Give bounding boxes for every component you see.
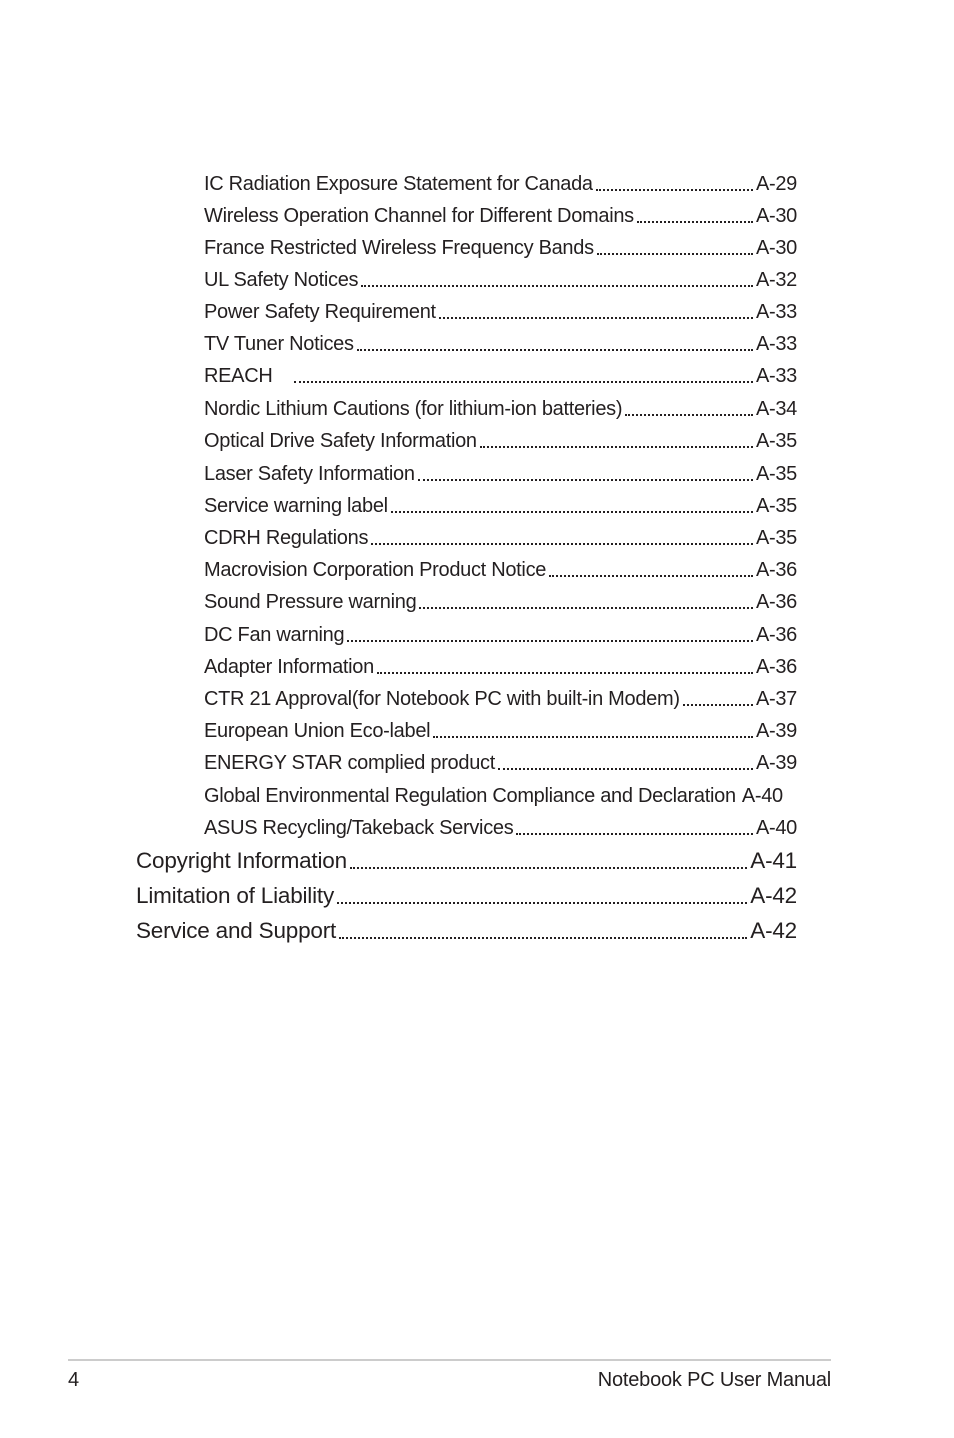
toc-entry-page: A-37 [755,688,797,710]
toc-entry[interactable] [204,299,797,325]
toc-entry[interactable] [204,267,797,293]
toc-entry[interactable] [204,750,797,776]
toc-entry-title: Copyright Information [136,848,347,873]
toc-entry-title: Adapter Information [204,656,374,678]
toc-entry-title: Macrovision Corporation Product Notice [204,559,547,581]
toc-entry-title: European Union Eco-label [204,720,431,742]
dot-leader [596,177,753,197]
toc-entry[interactable] [204,815,797,841]
toc-entry-page: A-42 [750,918,797,943]
toc-entry-page: A-42 [750,883,797,908]
toc-entry-page: A-36 [755,656,797,678]
dot-leader [377,660,753,680]
toc-entry-title: Power Safety Requirement [204,301,436,323]
toc-entry-title: REACH [204,365,273,387]
toc-entry[interactable] [204,396,797,422]
toc-entry-title: IC Radiation Exposure Statement for Canada [204,173,593,195]
toc-entry[interactable] [204,718,797,744]
dot-leader [683,692,753,712]
footer-page-number: 4 [68,1369,80,1391]
toc-entry-title: UL Safety Notices [204,269,359,291]
toc-entry-page: A-36 [755,624,797,646]
toc-entry-title: ENERGY STAR complied product [204,752,495,774]
toc-entry-page: A-36 [755,559,797,581]
toc-entry-page: A-35 [755,495,797,517]
toc-entry-page: A-30 [755,237,797,259]
dot-leader [337,889,747,912]
toc-entry[interactable] [204,783,783,809]
toc-entry-title: Optical Drive Safety Information [204,430,477,452]
toc-entry[interactable] [204,622,797,648]
toc-entry[interactable] [204,493,797,519]
dot-leader [361,273,753,293]
toc-entry-page: A-35 [755,527,797,549]
toc-entry-title: Sound Pressure warning [204,591,417,613]
toc-entry[interactable] [204,525,797,551]
toc-entry-page: A-34 [755,398,797,420]
toc-entry-page: A-33 [755,365,797,387]
toc-entry[interactable] [204,235,797,261]
dot-leader [516,821,753,841]
toc-entry-title: Nordic Lithium Cautions (for lithium-ion batteries) [204,398,623,420]
toc-entry-title: Service and Support [136,918,337,943]
toc-entry-title: France Restricted Wireless Frequency Bands [204,237,594,259]
dot-leader [391,499,753,519]
dot-leader [294,369,753,389]
toc-entry-title: ASUS Recycling/Takeback Services [204,817,514,839]
dot-leader [637,209,753,229]
toc-entry[interactable] [136,846,797,876]
dot-leader [419,595,753,615]
dot-leader [439,305,753,325]
toc-entry[interactable] [136,916,797,946]
dot-leader [371,531,753,551]
toc-entry-page: A-33 [755,333,797,355]
dot-leader [350,854,747,877]
toc-entry[interactable] [204,557,797,583]
footer-divider [68,1359,831,1361]
dot-leader [625,402,753,422]
dot-leader [480,434,753,454]
toc-entry[interactable] [204,203,797,229]
toc-entry[interactable] [204,589,797,615]
dot-leader [498,756,753,776]
dot-leader [549,563,753,583]
toc-entry-page: A-30 [755,205,797,227]
footer-manual-title: Notebook PC User Manual [597,1369,831,1391]
toc-entry-page: A-40 [755,817,797,839]
toc-entry[interactable] [204,428,797,454]
toc-entry-title: Wireless Operation Channel for Different Domains [204,205,634,227]
toc-entry-page: A-39 [755,752,797,774]
toc-entry-page: A-35 [755,463,797,485]
toc-entry-page: A-29 [755,173,797,195]
toc-entry-title: TV Tuner Notices [204,333,354,355]
toc-entry-page: A-39 [755,720,797,742]
toc-entry[interactable] [204,363,797,389]
dot-leader [347,628,753,648]
dot-leader [418,467,753,487]
toc-entry-page: A-33 [755,301,797,323]
toc-entry[interactable] [136,881,797,911]
toc-entry-title: CDRH Regulations [204,527,369,549]
toc-entry-page: A-35 [755,430,797,452]
toc-entry-page: A-32 [755,269,797,291]
dot-leader [433,724,753,744]
dot-leader [357,337,753,357]
toc-entry-title: Service warning label [204,495,388,517]
toc-entry-page: A-40 [741,785,783,807]
toc-entry[interactable] [204,331,797,357]
toc-entry-title: Global Environmental Regulation Compliance and Declaration [204,785,736,807]
toc-entry[interactable] [204,686,797,712]
toc-entry-title: Laser Safety Information [204,463,415,485]
dot-leader [597,241,753,261]
toc-entry-page: A-36 [755,591,797,613]
toc-entry[interactable] [204,654,797,680]
dot-leader [339,924,747,947]
toc-entry[interactable] [204,171,797,197]
toc-entry-page: A-41 [750,848,797,873]
toc-entry[interactable] [204,461,797,487]
toc-entry-title: CTR 21 Approval(for Notebook PC with built-in Modem) [204,688,680,710]
toc-entry-title: DC Fan warning [204,624,345,646]
toc-entry-title: Limitation of Liability [136,883,334,908]
